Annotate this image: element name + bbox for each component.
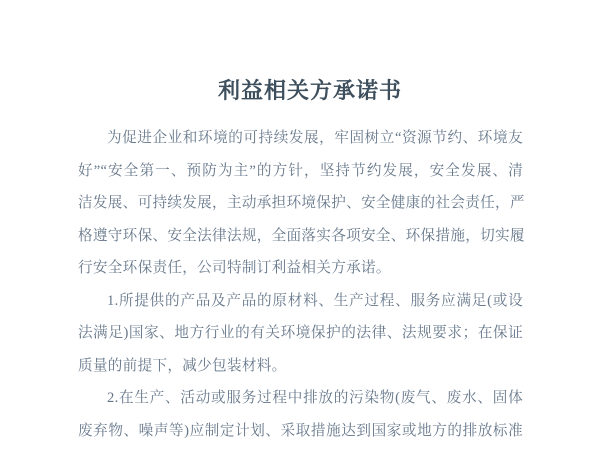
body-line: 洁发展、可持续发展，主动承担环境保护、安全健康的社会责任，严 — [78, 195, 525, 211]
body-line: 质量的前提下，减少包装材料。 — [78, 357, 287, 374]
body-line: 1.所提供的产品及产品的原材料、生产过程、服务应满足(或设 — [107, 292, 523, 309]
body-line: 格遵守环保、安全法律法规，全面落实各项安全、环保措施，切实履 — [78, 227, 525, 244]
body-line: 2.在生产、活动或服务过程中排放的污染物(废气、废水、固体 — [107, 390, 523, 406]
body-line: 行安全环保责任，公司特制订利益相关方承诺。 — [78, 260, 391, 276]
body-line: 法满足)国家、地方行业的有关环境保护的法律、法规要求；在保证 — [78, 325, 523, 341]
body-line: 废弃物、噪声等)应制定计划、采取措施达到国家或地方的排放标准 — [78, 422, 523, 439]
document-body — [78, 122, 523, 447]
body-line: 好”“安全第一、预防为主”的方针，坚持节约发展，安全发展、清 — [78, 162, 523, 179]
page-title: 利益相关方承诺书 — [217, 78, 402, 103]
body-line: 为促进企业和环境的可持续发展，牢固树立“资源节约、环境友 — [107, 130, 523, 146]
